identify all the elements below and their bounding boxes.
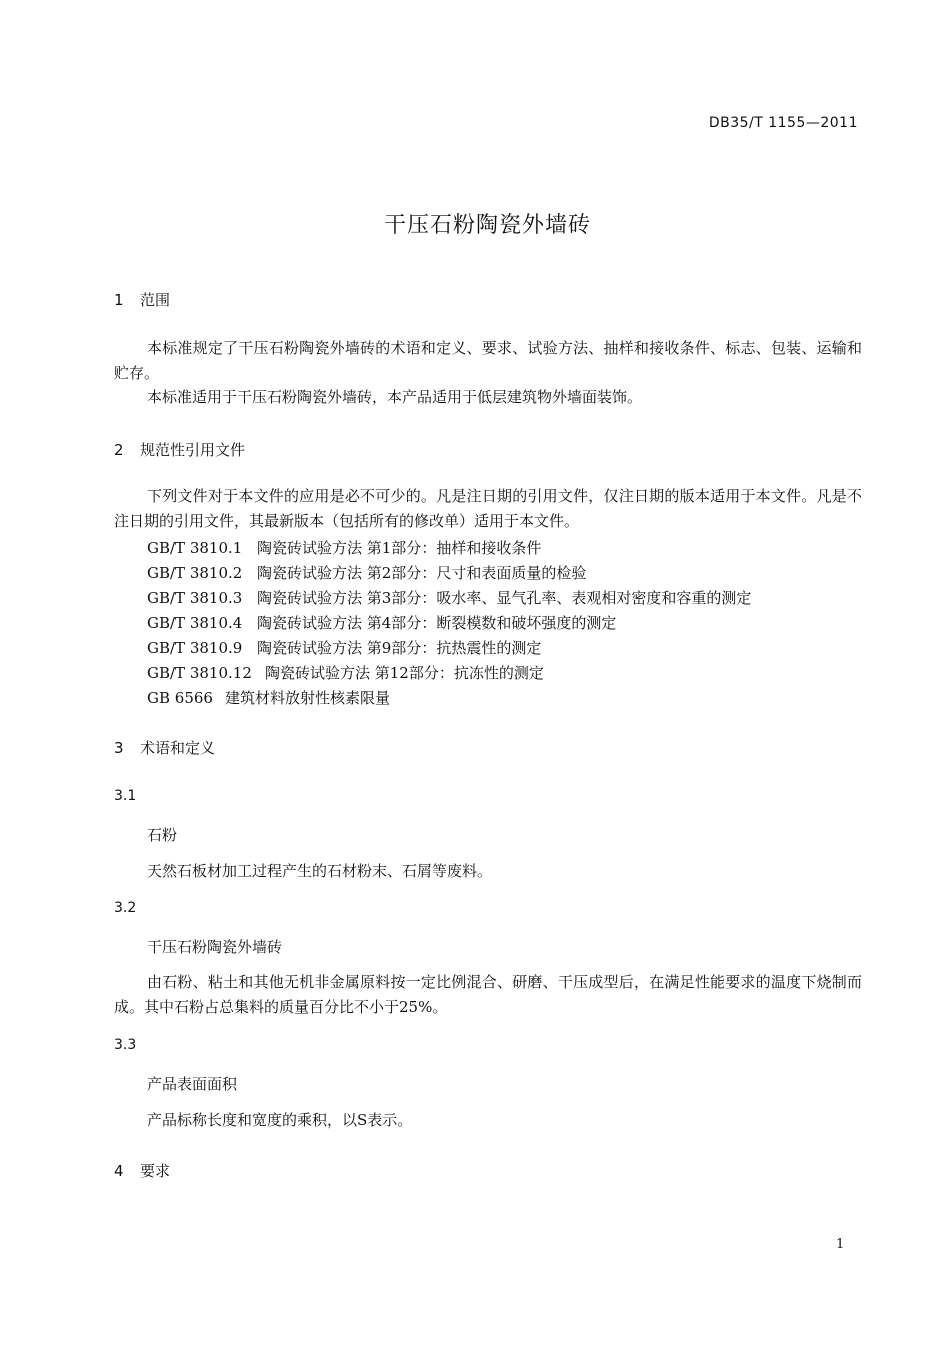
section-number: 2 xyxy=(114,441,124,459)
section-heading-4 xyxy=(114,1160,170,1181)
section-number: 4 xyxy=(114,1162,124,1180)
reference-item xyxy=(147,587,751,608)
paragraph: 本标准适用于干压石粉陶瓷外墙砖，本产品适用于低层建筑物外墙面装饰。 xyxy=(147,388,643,406)
document-code: DB35/T 1155—2011 xyxy=(708,115,858,131)
reference-code: GB/T 3810.2 xyxy=(147,564,243,582)
reference-item xyxy=(147,687,390,708)
reference-code: GB/T 3810.1 xyxy=(147,539,243,557)
section-number: 3 xyxy=(114,739,124,757)
section-heading-1 xyxy=(114,289,170,310)
reference-item xyxy=(147,612,616,633)
reference-title: 陶瓷砖试验方法 第4部分：断裂模数和破坏强度的测定 xyxy=(257,614,617,632)
paragraph: 本标准规定了干压石粉陶瓷外墙砖的术语和定义、要求、试验方法、抽样和接收条件、标志、包装、运输和贮存。 xyxy=(114,339,862,382)
section-heading-2 xyxy=(114,439,245,460)
reference-title: 陶瓷砖试验方法 第12部分：抗冻性的测定 xyxy=(265,664,544,682)
reference-title: 建筑材料放射性核素限量 xyxy=(225,689,391,707)
term-definition: 由石粉、粘土和其他无机非金属原料按一定比例混合、研磨、干压成型后，在满足性能要求的温度下烧制而成。其中石粉占总集料的质量百分比不小于25%。 xyxy=(114,973,862,1016)
reference-title: 陶瓷砖试验方法 第2部分：尺寸和表面质量的检验 xyxy=(257,564,587,582)
term-name: 干压石粉陶瓷外墙砖 xyxy=(147,938,283,956)
page-number: 1 xyxy=(836,1237,845,1252)
section-heading-3 xyxy=(114,737,215,758)
reference-code: GB/T 3810.12 xyxy=(147,664,252,682)
term-number: 3.1 xyxy=(114,788,137,804)
reference-code: GB 6566 xyxy=(147,689,213,707)
section-number: 1 xyxy=(114,291,124,309)
section-title: 范围 xyxy=(140,291,171,309)
reference-item xyxy=(147,562,586,583)
term-number: 3.2 xyxy=(114,900,137,916)
section-title: 要求 xyxy=(140,1162,171,1180)
reference-title: 陶瓷砖试验方法 第1部分：抽样和接收条件 xyxy=(257,539,542,557)
reference-title: 陶瓷砖试验方法 第3部分：吸水率、显气孔率、表观相对密度和容重的测定 xyxy=(257,589,752,607)
reference-code: GB/T 3810.3 xyxy=(147,589,243,607)
reference-item xyxy=(147,637,541,658)
term-definition: 天然石板材加工过程产生的石材粉末、石屑等废料。 xyxy=(147,862,493,880)
term-number: 3.3 xyxy=(114,1037,137,1053)
reference-code: GB/T 3810.4 xyxy=(147,614,243,632)
section-title: 规范性引用文件 xyxy=(140,441,246,459)
term-definition: 产品标称长度和宽度的乘积，以S表示。 xyxy=(147,1111,413,1129)
reference-item xyxy=(147,662,544,683)
reference-title: 陶瓷砖试验方法 第9部分：抗热震性的测定 xyxy=(257,639,542,657)
term-name: 石粉 xyxy=(147,826,178,844)
term-name: 产品表面面积 xyxy=(147,1075,238,1093)
document-title: 干压石粉陶瓷外墙砖 xyxy=(383,213,591,238)
section-title: 术语和定义 xyxy=(140,739,216,757)
paragraph: 下列文件对于本文件的应用是必不可少的。凡是注日期的引用文件，仅注日期的版本适用于本文件。凡是不注日期的引用文件，其最新版本（包括所有的修改单）适用于本文件。 xyxy=(114,487,862,530)
reference-code: GB/T 3810.9 xyxy=(147,639,243,657)
reference-item xyxy=(147,537,541,558)
